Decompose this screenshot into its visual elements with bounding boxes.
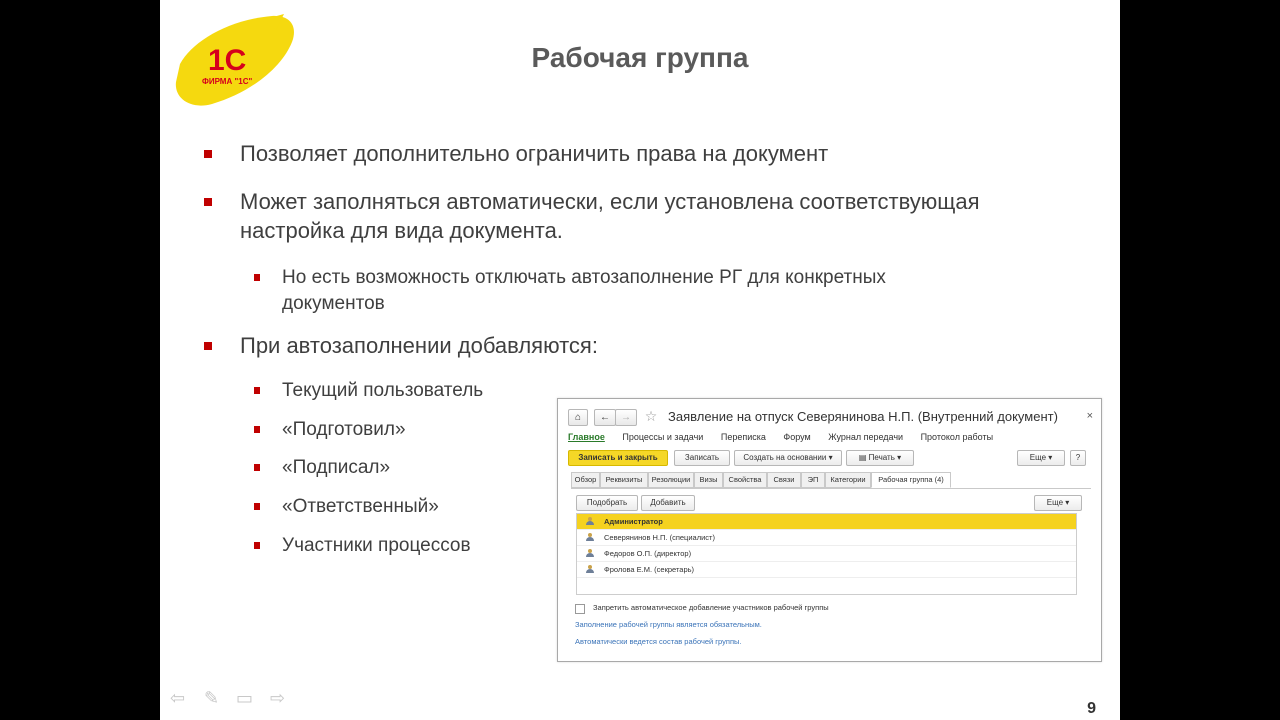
forward-button[interactable]: → <box>615 409 637 426</box>
user-icon <box>586 517 593 526</box>
more-dropdown[interactable]: Еще ▾ <box>1017 450 1065 466</box>
tab-visas[interactable]: Визы <box>694 472 723 488</box>
menu-item-correspondence[interactable]: Переписка <box>720 432 766 442</box>
star-icon[interactable]: ☆ <box>644 408 658 424</box>
bullet-item: Может заполняться автоматически, если установлена соответствующая <box>240 187 1080 216</box>
svg-text:1С: 1С <box>208 44 247 77</box>
sub-bullet-continuation: документов <box>282 293 385 314</box>
print-dropdown[interactable]: ▤ Печать ▾ <box>846 450 914 466</box>
close-icon[interactable]: × <box>1086 410 1093 422</box>
bullet-item: Позволяет дополнительно ограничить права на документ <box>240 139 1080 168</box>
menu-item-main[interactable]: Главное <box>568 432 605 442</box>
menu-item-transfer-log[interactable]: Журнал передачи <box>828 432 904 442</box>
list-item[interactable]: Администратор <box>577 514 1076 530</box>
user-icon <box>586 565 593 574</box>
list-item[interactable]: Северянинов Н.П. (специалист) <box>577 530 1076 546</box>
menu-item-work-log[interactable]: Протокол работы <box>920 432 994 442</box>
bullet-marker <box>204 342 212 350</box>
add-button[interactable]: Добавить <box>641 495 695 511</box>
bullet-marker <box>204 150 212 158</box>
printer-icon: ▤ <box>858 453 867 462</box>
help-button[interactable]: ? <box>1070 450 1086 466</box>
save-and-close-button[interactable]: Записать и закрыть <box>568 450 668 466</box>
tab-requisites[interactable]: Реквизиты <box>600 472 648 488</box>
sub-bullet-item: «Ответственный» <box>282 494 982 520</box>
document-window <box>557 398 1102 662</box>
slide <box>160 0 1120 720</box>
auto-note: Автоматически ведется состав рабочей группы. <box>575 637 742 646</box>
workgroup-panel <box>571 488 1091 637</box>
chevron-down-icon: ▾ <box>1065 498 1070 507</box>
bullet-marker <box>254 426 260 433</box>
required-note: Заполнение рабочей группы является обязательным. <box>575 620 762 629</box>
create-based-dropdown[interactable]: Создать на основании ▾ <box>734 450 842 466</box>
section-menu <box>568 432 1008 442</box>
bullet-marker <box>254 387 260 394</box>
tab-resolutions[interactable]: Резолюции <box>648 472 694 488</box>
tab-workgroup[interactable]: Рабочая группа (4) <box>871 472 951 488</box>
panel-more-dropdown[interactable]: Еще ▾ <box>1034 495 1082 511</box>
sub-bullet-item: Участники процессов <box>282 533 982 559</box>
tab-links[interactable]: Связи <box>767 472 801 488</box>
sub-bullet-item: Но есть возможность отключать автозаполнение РГ для конкретных <box>282 265 982 291</box>
user-icon <box>586 533 593 542</box>
members-list <box>576 513 1077 595</box>
pick-button[interactable]: Подобрать <box>576 495 638 511</box>
bullet-marker <box>254 503 260 510</box>
disable-autofill-checkbox[interactable] <box>575 604 585 614</box>
menu-item-forum[interactable]: Форум <box>783 432 811 442</box>
page-number: 9 <box>1087 700 1096 717</box>
chevron-down-icon: ▾ <box>1048 453 1053 462</box>
svg-text:ФИРМА "1С": ФИРМА "1С" <box>202 77 253 86</box>
disable-autofill-label: Запретить автоматическое добавление участников рабочей группы <box>593 603 829 612</box>
bullet-item: При автозаполнении добавляются: <box>240 331 1080 360</box>
bullet-marker <box>254 464 260 471</box>
tab-signature[interactable]: ЭП <box>801 472 825 488</box>
bullet-marker <box>254 542 260 549</box>
save-button[interactable]: Записать <box>674 450 730 466</box>
home-icon[interactable]: ⌂ <box>568 409 588 426</box>
arrow-right-icon[interactable]: ⇨ <box>270 688 286 708</box>
user-icon <box>586 549 593 558</box>
menu-item-processes[interactable]: Процессы и задачи <box>622 432 704 442</box>
pen-icon[interactable]: ✎ <box>204 688 220 708</box>
bullet-item-continuation: настройка для вида документа. <box>240 218 563 243</box>
back-button[interactable]: ← <box>594 409 616 426</box>
tab-overview[interactable]: Обзор <box>571 472 600 488</box>
sub-bullet-item: «Подготовил» <box>282 417 982 443</box>
list-item[interactable]: Фролова Е.М. (секретарь) <box>577 562 1076 578</box>
chevron-down-icon: ▾ <box>897 453 902 462</box>
chevron-down-icon: ▾ <box>828 453 833 462</box>
sub-bullet-item: «Подписал» <box>282 455 982 481</box>
list-item[interactable]: Федоров О.П. (директор) <box>577 546 1076 562</box>
tab-properties[interactable]: Свойства <box>723 472 767 488</box>
arrow-left-icon[interactable]: ⇦ <box>170 688 186 708</box>
slide-title: Рабочая группа <box>531 42 749 73</box>
window-title: Заявление на отпуск Северянинова Н.П. (Внутренний документ) <box>668 409 1058 424</box>
bullet-marker <box>204 198 212 206</box>
sub-bullet-item: Текущий пользователь <box>282 378 982 404</box>
tab-categories[interactable]: Категории <box>825 472 871 488</box>
bullet-marker <box>254 274 260 281</box>
menu-icon[interactable]: ▭ <box>236 688 254 708</box>
